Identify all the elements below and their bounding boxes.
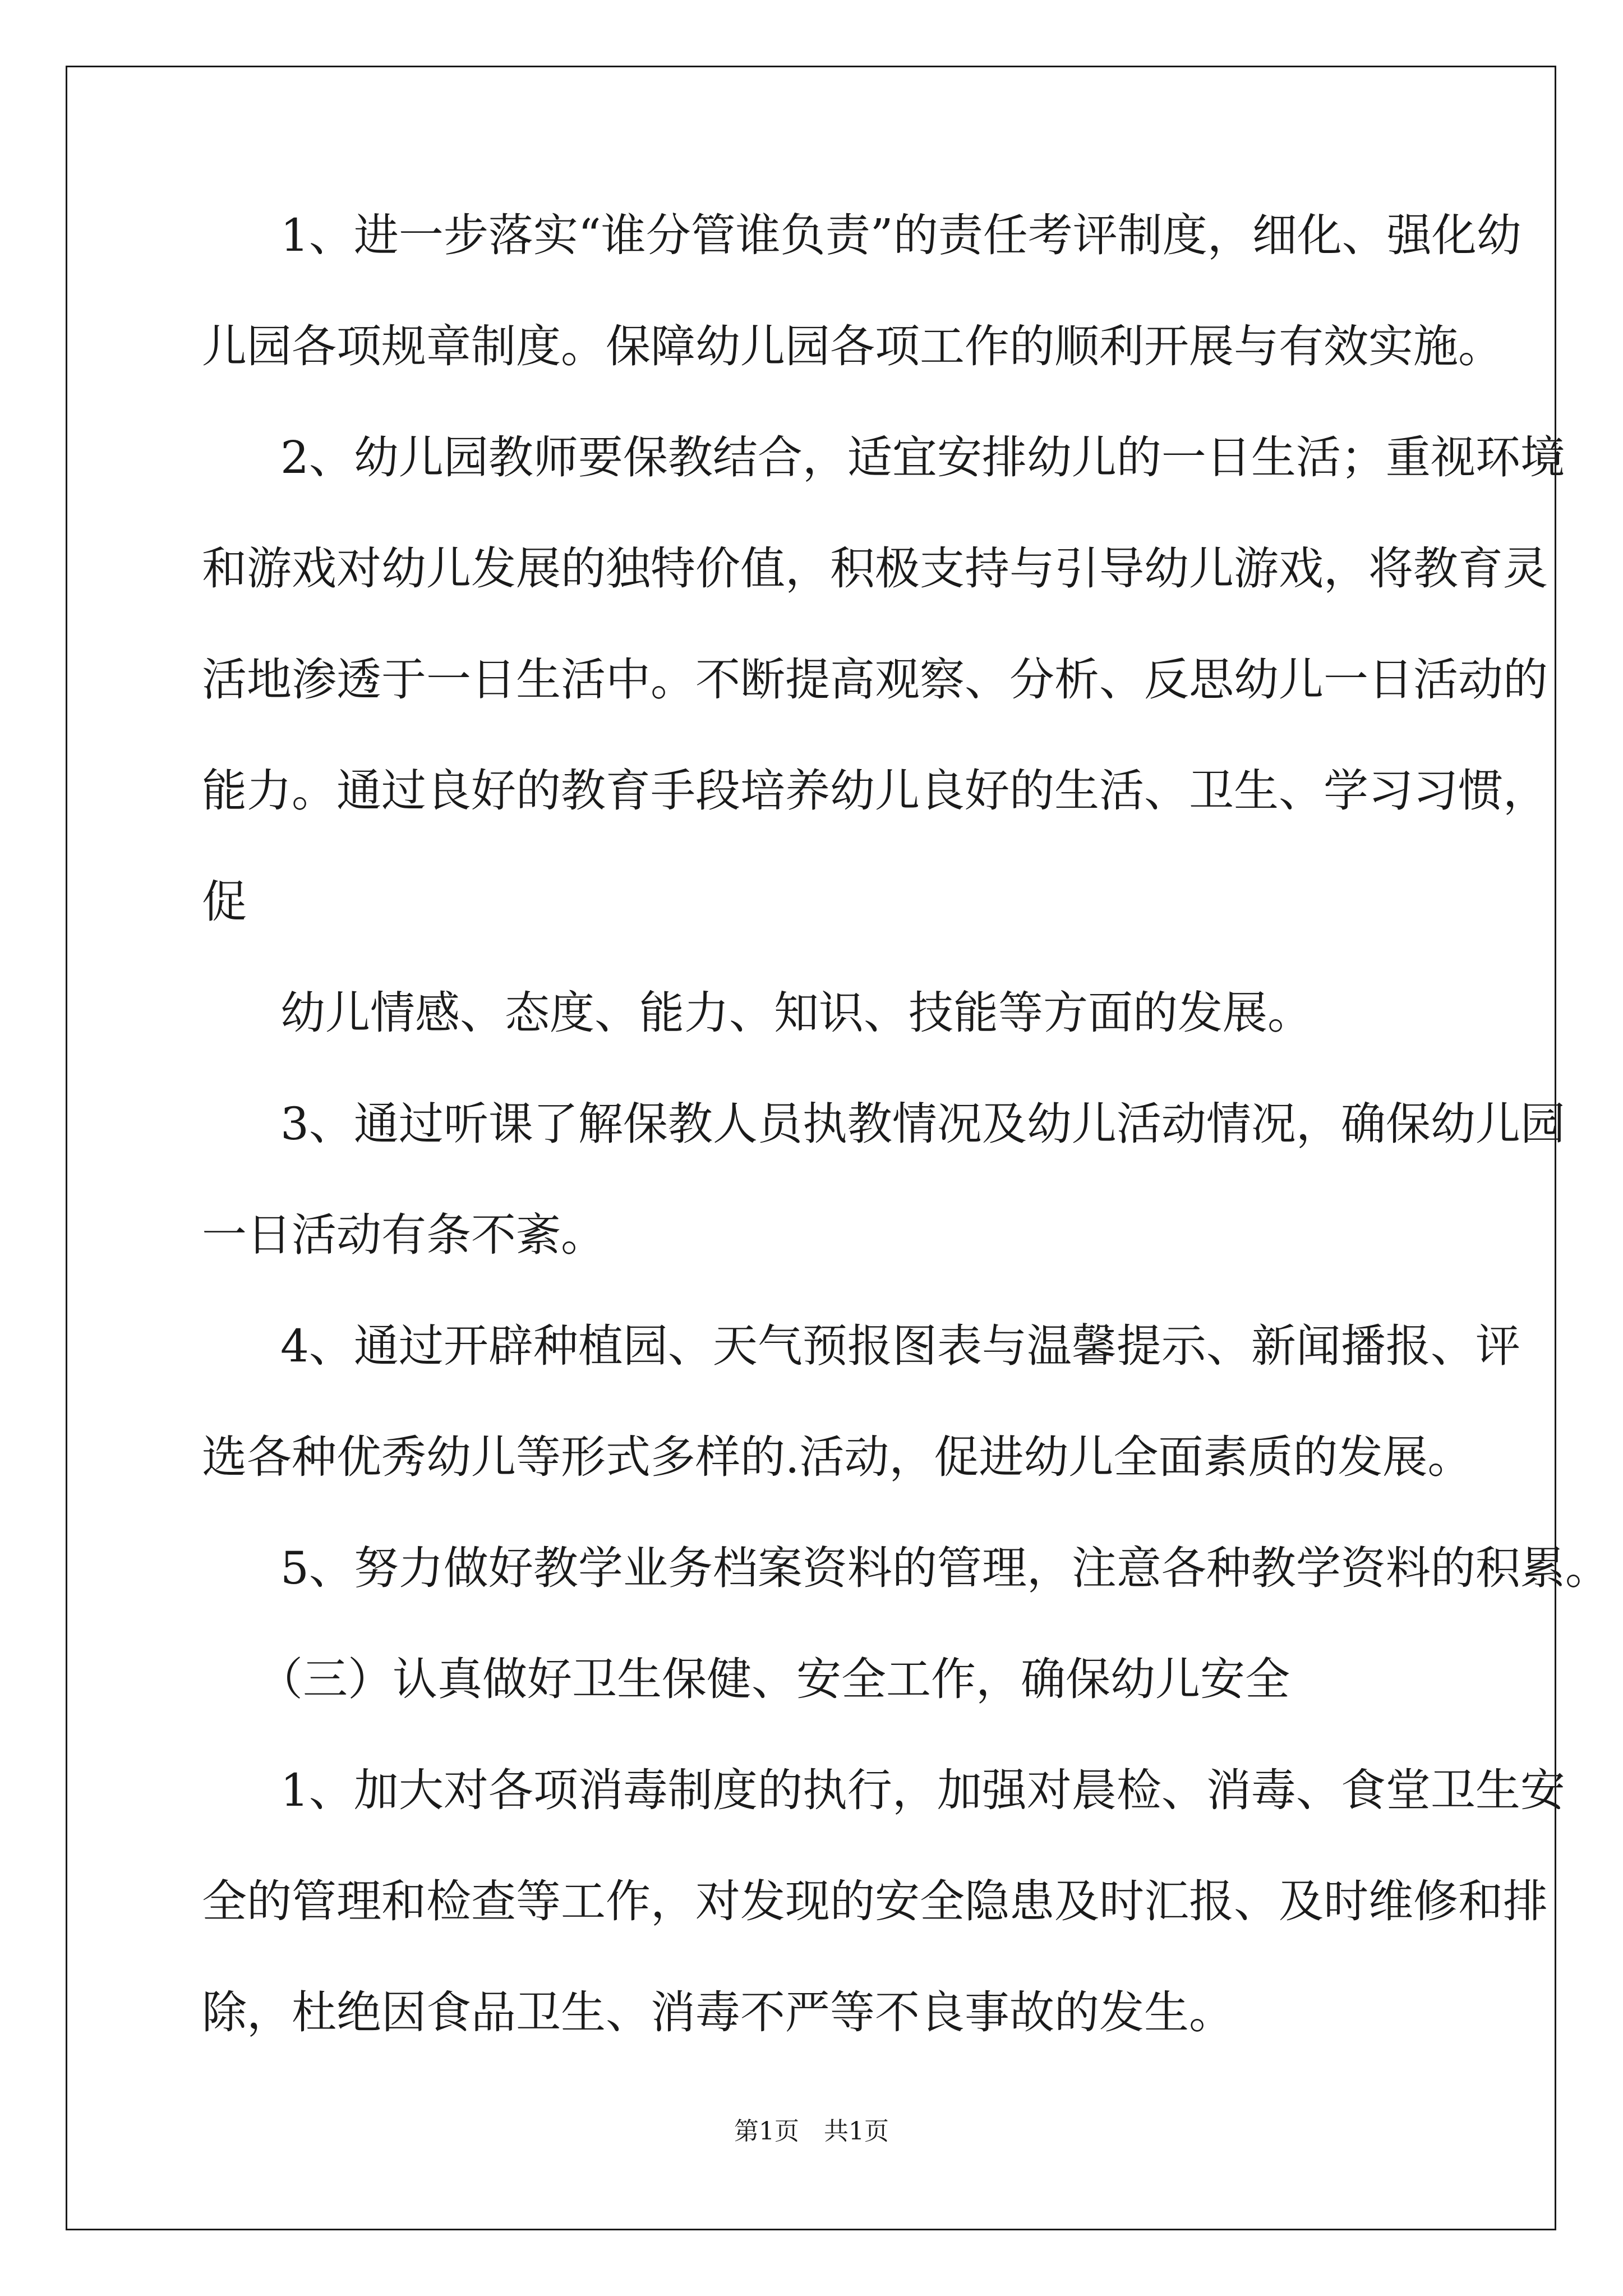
paragraph-6-line-2: 全的管理和检查等工作，对发现的安全隐患及时汇报、及时维修和排 [202,1875,1548,1927]
page-number-footer: 第1页 共1页 [734,2117,889,2146]
paragraph-6-line-3: 除，杜绝因食品卫生、消毒不严等不良事故的发生。 [202,1986,1234,2039]
paragraph-6-line-1: 1、加大对各项消毒制度的执行，加强对晨检、消毒、食堂卫生安 [280,1764,1565,1816]
paragraph-3-line-1: 3、通过听课了解保教人员执教情况及幼儿活动情况，确保幼儿园 [280,1098,1565,1150]
paragraph-4-line-1: 4、通过开辟种植园、天气预报图表与温馨提示、新闻播报、评 [280,1320,1520,1372]
paragraph-1-line-2: 儿园各项规章制度。保障幼儿园各项工作的顺利开展与有效实施。 [202,320,1503,372]
section-heading: （三）认真做好卫生保健、安全工作，确保幼儿安全 [258,1653,1290,1705]
paragraph-5-line-1: 5、努力做好教学业务档案资料的管理，注意各种教学资料的积累。 [280,1542,1610,1594]
paragraph-2-line-2: 和游戏对幼儿发展的独特价值，积极支持与引导幼儿游戏，将教育灵 [202,542,1548,595]
paragraph-1-line-1: 1、进一步落实“谁分管谁负责”的责任考评制度，细化、强化幼 [280,209,1521,261]
paragraph-2-line-3: 活地渗透于一日生活中。不断提高观察、分析、反思幼儿一日活动的 [202,654,1548,706]
paragraph-2-line-5: 促 [202,876,247,928]
paragraph-2-line-1: 2、幼儿园教师要保教结合，适宜安排幼儿的一日生活；重视环境 [280,431,1565,484]
paragraph-4-line-2: 选各种优秀幼儿等形式多样的.活动，促进幼儿全面素质的发展。 [202,1431,1473,1483]
paragraph-2b-line-1: 幼儿情感、态度、能力、知识、技能等方面的发展。 [280,987,1312,1039]
paragraph-3-line-2: 一日活动有条不紊。 [202,1209,606,1261]
paragraph-2-line-4: 能力。通过良好的教育手段培养幼儿良好的生活、卫生、学习习惯， [202,765,1548,817]
